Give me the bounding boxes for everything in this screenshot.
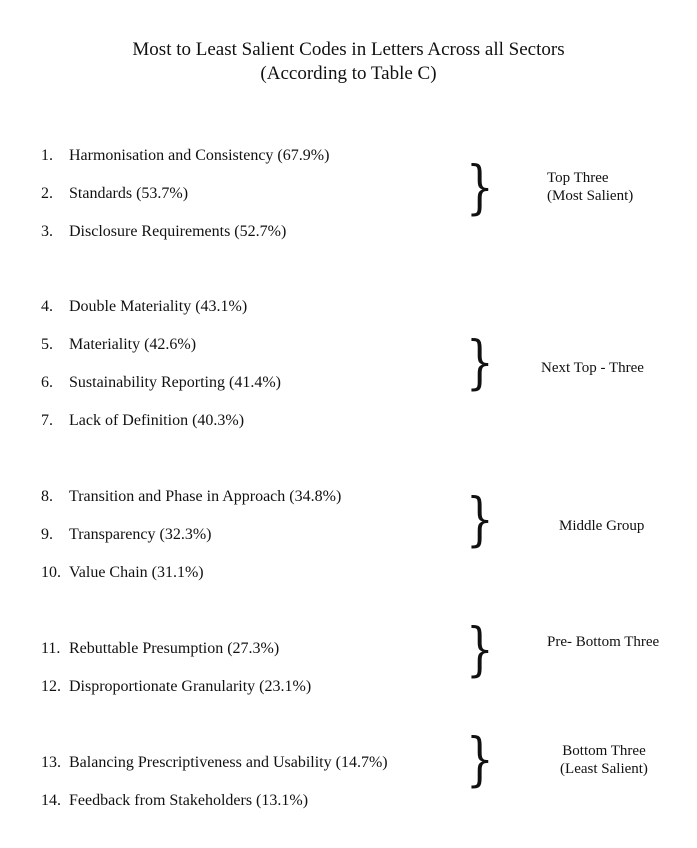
group-brace-next-top-three: }	[466, 328, 494, 396]
group-label-pre-bottom-three	[547, 633, 659, 651]
item-number: 10.	[41, 564, 61, 581]
item-number: 9.	[41, 526, 53, 543]
group-label-top-three	[547, 169, 633, 205]
item-text: Feedback from Stakeholders (13.1%)	[69, 792, 309, 809]
group-label-next-top-three	[541, 359, 644, 377]
group-label-bottom-three	[556, 742, 652, 778]
item-text: Transition and Phase in Approach (34.8%)	[69, 488, 342, 505]
item-text: Rebuttable Presumption (27.3%)	[69, 640, 280, 657]
item-number: 12.	[41, 678, 61, 695]
group-label-line: (Most Salient)	[547, 188, 634, 204]
item-number: 14.	[41, 792, 61, 809]
item-text: Materiality (42.6%)	[69, 336, 197, 353]
item-number: 13.	[41, 754, 61, 771]
item-text: Sustainability Reporting (41.4%)	[69, 374, 281, 391]
item-number: 5.	[41, 336, 53, 353]
item-text: Standards (53.7%)	[69, 185, 189, 202]
item-number: 2.	[41, 185, 53, 202]
item-number: 1.	[41, 147, 53, 164]
page-title-line-1: Most to Least Salient Codes in Letters Across all Sectors	[132, 39, 565, 60]
group-brace-middle: }	[466, 485, 494, 553]
item-number: 6.	[41, 374, 53, 391]
group-brace-top-three: }	[466, 153, 494, 221]
item-text: Harmonisation and Consistency (67.9%)	[69, 147, 330, 164]
item-number: 4.	[41, 298, 53, 315]
item-number: 11.	[41, 640, 61, 657]
item-number: 8.	[41, 488, 53, 505]
item-text: Disproportionate Granularity (23.1%)	[69, 678, 312, 695]
item-text: Value Chain (31.1%)	[69, 564, 204, 581]
page-title-line-2: (According to Table C)	[260, 63, 437, 84]
group-label-middle-group	[559, 517, 644, 535]
item-number: 7.	[41, 412, 53, 429]
item-text: Transparency (32.3%)	[69, 526, 212, 543]
item-text: Double Materiality (43.1%)	[69, 298, 248, 315]
group-label-line: Middle Group	[559, 518, 645, 534]
item-number: 3.	[41, 223, 53, 240]
group-label-line: Pre- Bottom Three	[547, 634, 660, 650]
group-label-line: (Least Salient)	[560, 761, 648, 777]
group-brace-bottom: }	[466, 725, 494, 793]
group-label-line: Next Top - Three	[541, 360, 644, 376]
group-label-line: Top Three	[547, 170, 609, 186]
group-label-line: Bottom Three	[562, 743, 646, 759]
group-brace-pre-bottom: }	[466, 615, 494, 683]
item-text: Disclosure Requirements (52.7%)	[69, 223, 287, 240]
item-text: Balancing Prescriptiveness and Usability (14.7%)	[69, 754, 388, 771]
item-text: Lack of Definition (40.3%)	[69, 412, 245, 429]
